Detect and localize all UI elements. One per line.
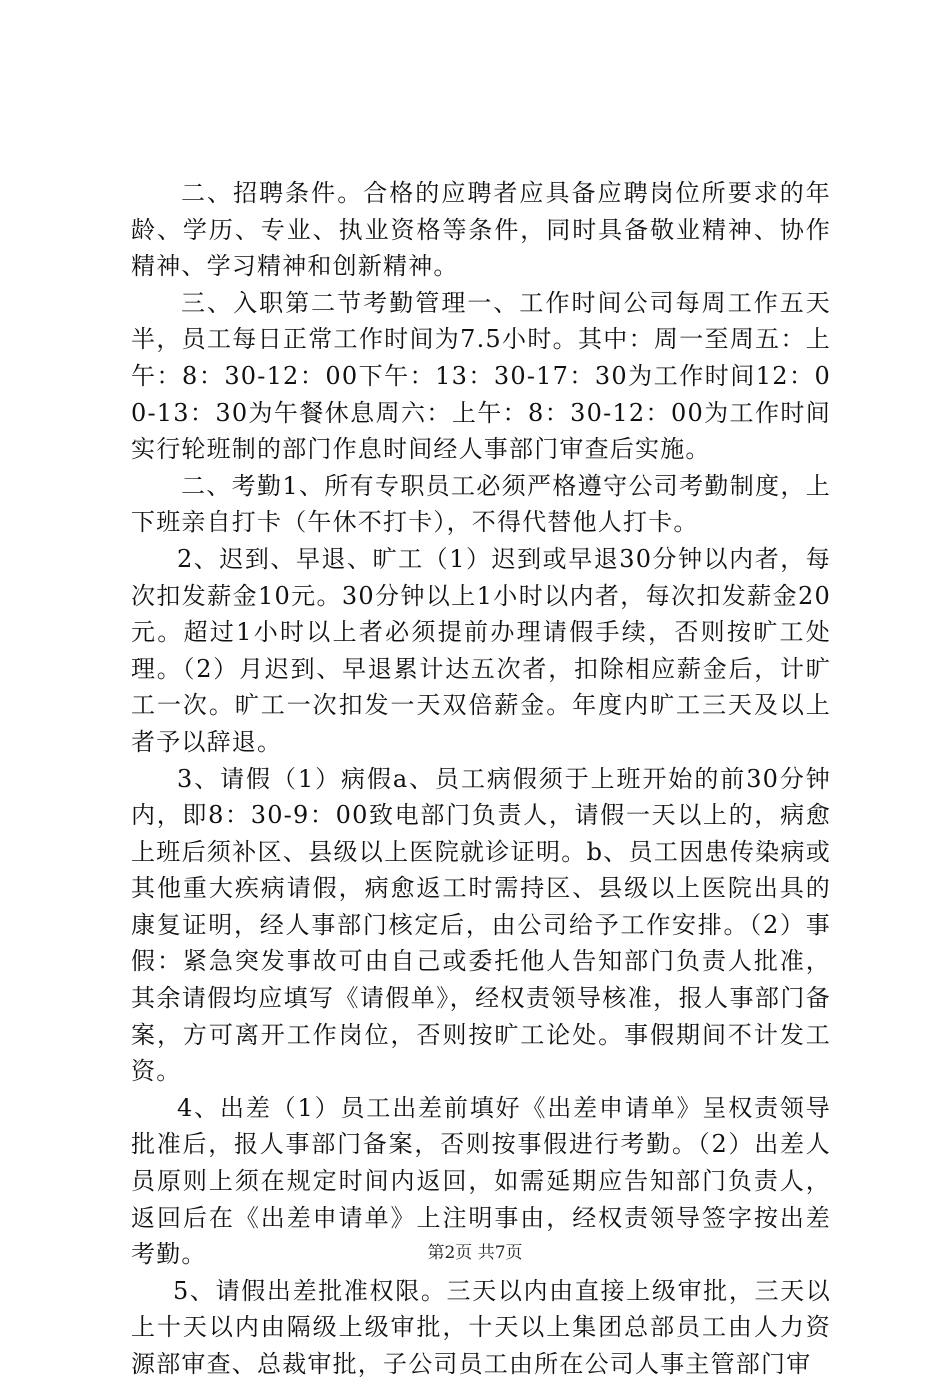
- paragraph-attendance: 二、考勤1、所有专职员工必须严格遵守公司考勤制度，上下班亲自打卡（午休不打卡），不得代替他人打卡。: [131, 471, 831, 537]
- paragraph-leave: 3、请假（1）病假a、员工病假须于上班开始的前30分钟内，即8：30-9：00致电部门负责人，请假一天以上的，病愈上班后须补区、县级以上医院就诊证明。b、员工因患传染病或其他重大疾病请假，病愈返工时需持区、县级以上医院出具的康复证明，经人事部门核定后，由公司给予工作安排。（2）事假：紧急突发事故可由自己或委托他人告知部门负责人批准，其余请假均应填写《请假单》，经权责领导核准，报人事部门备案，方可离开工作岗位，否则按旷工论处。事假期间不计发工资。: [131, 764, 831, 1086]
- paragraph-work-hours: 三、入职第二节考勤管理一、工作时间公司每周工作五天半，员工每日正常工作时间为7.5小时。其中：周一至周五：上午：8：30-12：00下午：13：30-17：30为工作时间12：00-13：30为午餐休息周六：上午：8：30-12：00为工作时间实行轮班制的部门作息时间经人事部门审查后实施。: [131, 288, 831, 464]
- paragraph-business-trip: 4、出差（1）员工出差前填好《出差申请单》呈权责领导批准后，报人事部门备案，否则按事假进行考勤。（2）出差人员原则上须在规定时间内返回，如需延期应告知部门负责人，返回后在《出差申请单》上注明事由，经权责领导签字按出差考勤。: [131, 1093, 831, 1269]
- page-number-footer: 第2页 共7页: [427, 1243, 523, 1263]
- document-body: [131, 175, 831, 1383]
- paragraph-approval-authority: 5、请假出差批准权限。三天以内由直接上级审批，三天以上十天以内由隔级上级审批，十天以上集团总部员工由人力资源部审查、总裁审批，子公司员工由所在公司人事主管部门审: [131, 1276, 831, 1378]
- paragraph-recruitment-conditions: 二、招聘条件。合格的应聘者应具备应聘岗位所要求的年龄、学历、专业、执业资格等条件，同时具备敬业精神、协作精神、学习精神和创新精神。: [131, 179, 831, 281]
- paragraph-lateness: 2、迟到、早退、旷工（1）迟到或早退30分钟以内者，每次扣发薪金10元。30分钟以上1小时以内者，每次扣发薪金20元。超过1小时以上者必须提前办理请假手续，否则按旷工处理。（2）月迟到、早退累计达五次者，扣除相应薪金后，计旷工一次。旷工一次扣发一天双倍薪金。年度内旷工三天及以上者予以辞退。: [131, 544, 831, 756]
